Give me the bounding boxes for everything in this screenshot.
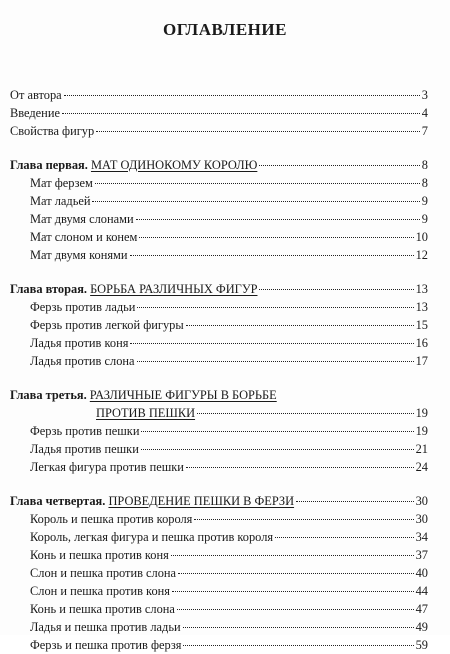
dot-leader [137, 361, 414, 362]
dot-leader [130, 255, 414, 256]
toc-entry-page: 59 [415, 638, 428, 652]
toc-entry-label: Ферзь против пешки [30, 424, 140, 438]
toc-entry-label: Ладья против пешки [30, 442, 139, 456]
toc-entry [10, 334, 428, 352]
toc-entry-label: Мат ферзем [30, 176, 93, 190]
toc-entry [10, 228, 428, 246]
chapter-heading-label [10, 492, 294, 510]
toc-entry-label: От автора [10, 88, 62, 102]
toc-entry-label: Введение [10, 106, 60, 120]
chapter-heading-label [10, 404, 195, 422]
toc-entry [10, 246, 428, 264]
toc-entry [10, 528, 428, 546]
toc-entry [10, 86, 428, 104]
toc-entry [10, 636, 428, 654]
toc-entry [10, 298, 428, 316]
toc-entry-page: 49 [415, 620, 428, 634]
toc-entry-label: Ферзь против легкой фигуры [30, 318, 184, 332]
toc-entry-page: 8 [421, 176, 428, 190]
toc-entry [10, 564, 428, 582]
toc-entry-label: Слон и пешка против слона [30, 566, 177, 580]
toc-entry-label: Ладья против слона [30, 354, 135, 368]
dot-leader [186, 325, 414, 326]
chapter-heading-label [10, 156, 257, 174]
toc-entry-page: 21 [415, 442, 428, 456]
dot-leader [178, 573, 414, 574]
chapter-number: Глава третья. [10, 388, 87, 402]
dot-leader [64, 95, 420, 96]
toc-entry [10, 510, 428, 528]
toc-entry-label: Ладья и пешка против ладьи [30, 620, 181, 634]
toc-entry-page: 15 [415, 318, 428, 332]
chapter-number: Глава вторая. [10, 282, 88, 296]
dot-leader [95, 183, 420, 184]
dot-leader [130, 343, 413, 344]
dot-leader [141, 431, 413, 432]
dot-leader [92, 201, 419, 202]
toc-entry-page: 17 [415, 354, 428, 368]
dot-leader [172, 591, 414, 592]
page-title: ОГЛАВЛЕНИЕ [163, 20, 287, 39]
chapter-page: 13 [415, 282, 428, 296]
dot-leader [62, 113, 420, 114]
toc-entry-label: Мат двумя слонами [30, 212, 134, 226]
toc-entry-label: Ферзь и пешка против ферзя [30, 638, 182, 652]
dot-leader [171, 555, 414, 556]
chapter-title: ПРОВЕДЕНИЕ ПЕШКИ В ФЕРЗИ [108, 494, 295, 508]
toc-entry [10, 352, 428, 370]
dot-leader [141, 449, 414, 450]
toc-entry-page: 19 [415, 424, 428, 438]
toc-entry [10, 192, 428, 210]
toc-entry-label: Свойства фигур [10, 124, 95, 138]
toc-entry-page: 24 [415, 460, 428, 474]
chapter-heading-label [10, 386, 277, 404]
toc-entry-page: 9 [421, 212, 428, 226]
toc-entry [10, 618, 428, 636]
toc-entry [10, 422, 428, 440]
chapter-heading [10, 280, 428, 298]
toc-entry-label: Мат ладьей [30, 194, 91, 208]
toc-entry-label: Конь и пешка против слона [30, 602, 175, 616]
toc-entry-page: 7 [421, 124, 428, 138]
toc-entry-label: Мат слоном и конем [30, 230, 138, 244]
toc-entry-label: Король, легкая фигура и пешка против короля [30, 530, 274, 544]
toc-entry-page: 9 [421, 194, 428, 208]
dot-leader [197, 413, 414, 414]
chapter-heading [10, 492, 428, 510]
toc-entry-page: 34 [415, 530, 428, 544]
toc-entry [10, 210, 428, 228]
toc-entry-page: 44 [415, 584, 428, 598]
table-of-contents [10, 86, 428, 654]
toc-entry [10, 104, 428, 122]
toc-entry [10, 546, 428, 564]
toc-entry [10, 122, 428, 140]
dot-leader [96, 131, 420, 132]
dot-leader [136, 219, 420, 220]
dot-leader [183, 645, 413, 646]
toc-entry-page: 16 [415, 336, 428, 350]
dot-leader [259, 165, 419, 166]
toc-entry-page: 30 [415, 512, 428, 526]
dot-leader [259, 289, 413, 290]
chapter-title: БОРЬБА РАЗЛИЧНЫХ ФИГУР [90, 282, 258, 296]
chapter-page: 30 [415, 494, 428, 508]
chapter-heading-label [10, 280, 257, 298]
toc-entry-label: Ферзь против ладьи [30, 300, 136, 314]
toc-entry [10, 458, 428, 476]
chapter-title-line1: РАЗЛИЧНЫЕ ФИГУРЫ В БОРЬБЕ [89, 388, 277, 402]
toc-entry-page: 4 [421, 106, 428, 120]
chapter-heading-continued [10, 404, 428, 422]
toc-entry-page: 12 [415, 248, 428, 262]
toc-entry-label: Мат двумя конями [30, 248, 128, 262]
chapter-title: МАТ ОДИНОКОМУ КОРОЛЮ [90, 158, 258, 172]
dot-leader [139, 237, 413, 238]
dot-leader [296, 501, 414, 502]
toc-entry-label: Слон и пешка против коня [30, 584, 170, 598]
dot-leader [194, 519, 413, 520]
toc-entry [10, 174, 428, 192]
toc-entry-page: 10 [415, 230, 428, 244]
toc-entry-label: Легкая фигура против пешки [30, 460, 184, 474]
dot-leader [177, 609, 414, 610]
toc-entry [10, 582, 428, 600]
toc-entry-label: Ладья против коня [30, 336, 129, 350]
chapter-title-line2: ПРОТИВ ПЕШКИ [96, 406, 196, 420]
chapter-number: Глава первая. [10, 158, 88, 172]
toc-entry-page: 13 [415, 300, 428, 314]
chapter-number: Глава четвертая. [10, 494, 106, 508]
chapter-page: 8 [421, 158, 428, 172]
toc-entry-page: 3 [421, 88, 428, 102]
chapter-heading [10, 156, 428, 174]
toc-entry-label: Король и пешка против короля [30, 512, 193, 526]
dot-leader [137, 307, 413, 308]
toc-entry [10, 316, 428, 334]
toc-entry [10, 440, 428, 458]
chapter-heading [10, 386, 428, 404]
toc-entry [10, 600, 428, 618]
toc-entry-page: 40 [415, 566, 428, 580]
toc-entry-label: Конь и пешка против коня [30, 548, 169, 562]
chapter-page: 19 [415, 406, 428, 420]
toc-entry-page: 47 [415, 602, 428, 616]
toc-entry-page: 37 [415, 548, 428, 562]
dot-leader [183, 627, 414, 628]
dot-leader [275, 537, 414, 538]
dot-leader [186, 467, 414, 468]
